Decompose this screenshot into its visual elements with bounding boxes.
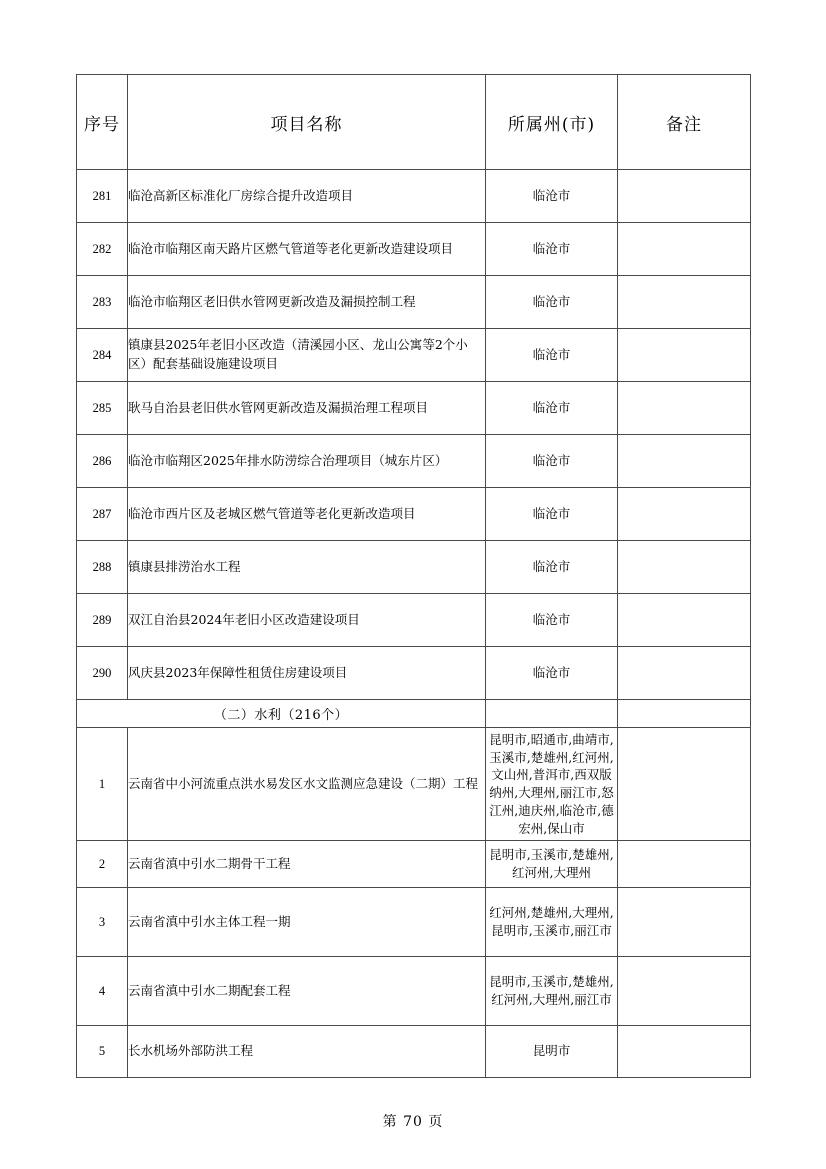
row-number: 283 bbox=[77, 276, 128, 329]
column-header-note: 备注 bbox=[618, 75, 751, 170]
row-city: 临沧市 bbox=[486, 170, 618, 223]
row-project-name: 云南省滇中引水主体工程一期 bbox=[128, 888, 486, 957]
row-city bbox=[486, 728, 618, 841]
table-row bbox=[77, 488, 751, 541]
column-header-city: 所属州(市) bbox=[486, 75, 618, 170]
row-number: 1 bbox=[77, 728, 128, 841]
row-note bbox=[618, 276, 751, 329]
row-project-name: 云南省中小河流重点洪水易发区水文监测应急建设（二期）工程 bbox=[128, 728, 486, 841]
page-footer: 第 70 页 bbox=[382, 1114, 444, 1130]
row-number: 289 bbox=[77, 594, 128, 647]
row-city: 临沧市 bbox=[486, 382, 618, 435]
column-header-name: 项目名称 bbox=[128, 75, 486, 170]
table-row bbox=[77, 594, 751, 647]
row-note bbox=[618, 329, 751, 382]
row-number: 290 bbox=[77, 647, 128, 700]
row-note bbox=[618, 541, 751, 594]
row-note bbox=[618, 488, 751, 541]
section-header-row bbox=[77, 700, 751, 728]
section-header-city bbox=[486, 700, 618, 728]
row-note bbox=[618, 1026, 751, 1078]
table-row bbox=[77, 888, 751, 957]
table-row bbox=[77, 329, 751, 382]
row-project-name: 临沧市临翔区南天路片区燃气管道等老化更新改造建设项目 bbox=[128, 223, 486, 276]
row-city-text: 昆明市,昭通市,曲靖市,玉溪市,楚雄州,红河州,文山州,普洱市,西双版纳州,大理州,丽江市,怒江州,迪庆州,临沧市,德宏州,保山市 bbox=[489, 731, 614, 836]
table-row bbox=[77, 647, 751, 700]
row-note bbox=[618, 382, 751, 435]
row-city: 临沧市 bbox=[486, 541, 618, 594]
row-project-name: 双江自治县2024年老旧小区改造建设项目 bbox=[128, 594, 486, 647]
row-project-name: 镇康县2025年老旧小区改造（清溪园小区、龙山公寓等2个小区）配套基础设施建设项目 bbox=[128, 329, 486, 382]
project-table bbox=[76, 74, 751, 1078]
table-header-row bbox=[77, 75, 751, 170]
row-project-name: 风庆县2023年保障性租赁住房建设项目 bbox=[128, 647, 486, 700]
section-header-note bbox=[618, 700, 751, 728]
section-header-label: （二）水利（216个） bbox=[77, 700, 486, 728]
row-note bbox=[618, 435, 751, 488]
row-project-name: 镇康县排涝治水工程 bbox=[128, 541, 486, 594]
row-number: 287 bbox=[77, 488, 128, 541]
row-project-name: 临沧高新区标准化厂房综合提升改造项目 bbox=[128, 170, 486, 223]
row-project-name: 耿马自治县老旧供水管网更新改造及漏损治理工程项目 bbox=[128, 382, 486, 435]
row-city: 临沧市 bbox=[486, 223, 618, 276]
row-city: 昆明市,玉溪市,楚雄州,红河州,大理州 bbox=[486, 841, 618, 888]
row-project-name: 临沧市临翔区2025年排水防涝综合治理项目（城东片区） bbox=[128, 435, 486, 488]
row-note bbox=[618, 170, 751, 223]
column-header-no: 序号 bbox=[77, 75, 128, 170]
row-number: 5 bbox=[77, 1026, 128, 1078]
row-city: 昆明市 bbox=[486, 1026, 618, 1078]
table-row bbox=[77, 957, 751, 1026]
row-project-name: 云南省滇中引水二期骨干工程 bbox=[128, 841, 486, 888]
row-city: 昆明市,玉溪市,楚雄州,红河州,大理州,丽江市 bbox=[486, 957, 618, 1026]
row-note bbox=[618, 728, 751, 841]
project-table-container bbox=[76, 74, 750, 1078]
row-number: 4 bbox=[77, 957, 128, 1026]
table-row bbox=[77, 1026, 751, 1078]
row-note bbox=[618, 647, 751, 700]
row-note bbox=[618, 594, 751, 647]
row-project-name: 云南省滇中引水二期配套工程 bbox=[128, 957, 486, 1026]
table-row bbox=[77, 841, 751, 888]
row-number: 288 bbox=[77, 541, 128, 594]
table-row bbox=[77, 170, 751, 223]
row-number: 286 bbox=[77, 435, 128, 488]
row-number: 2 bbox=[77, 841, 128, 888]
table-row bbox=[77, 541, 751, 594]
row-number: 3 bbox=[77, 888, 128, 957]
row-number: 281 bbox=[77, 170, 128, 223]
row-city: 临沧市 bbox=[486, 594, 618, 647]
table-row bbox=[77, 728, 751, 841]
row-note bbox=[618, 888, 751, 957]
row-city: 临沧市 bbox=[486, 488, 618, 541]
table-row bbox=[77, 382, 751, 435]
table-row bbox=[77, 276, 751, 329]
row-project-name: 临沧市临翔区老旧供水管网更新改造及漏损控制工程 bbox=[128, 276, 486, 329]
table-row bbox=[77, 223, 751, 276]
row-city: 临沧市 bbox=[486, 329, 618, 382]
row-number: 285 bbox=[77, 382, 128, 435]
row-note bbox=[618, 957, 751, 1026]
row-note bbox=[618, 841, 751, 888]
row-city: 临沧市 bbox=[486, 647, 618, 700]
row-city: 临沧市 bbox=[486, 435, 618, 488]
row-project-name: 长水机场外部防洪工程 bbox=[128, 1026, 486, 1078]
row-note bbox=[618, 223, 751, 276]
row-city: 临沧市 bbox=[486, 276, 618, 329]
row-number: 282 bbox=[77, 223, 128, 276]
table-row bbox=[77, 435, 751, 488]
row-city: 红河州,楚雄州,大理州,昆明市,玉溪市,丽江市 bbox=[486, 888, 618, 957]
row-project-name: 临沧市西片区及老城区燃气管道等老化更新改造项目 bbox=[128, 488, 486, 541]
row-number: 284 bbox=[77, 329, 128, 382]
